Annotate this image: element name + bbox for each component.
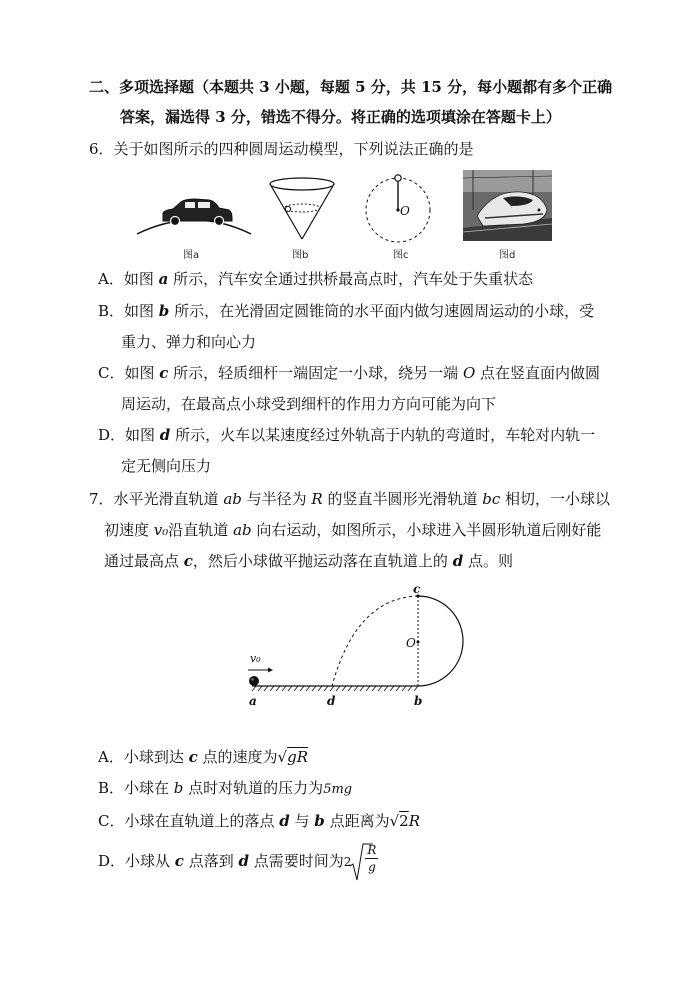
q7-stem-line3: 通过最高点 c，然后小球做平抛运动落在直轨道上的 d 点。则 [104,552,513,570]
q7-v0-label: v₀ [250,652,261,665]
q7-stem-line1: 7．水平光滑直轨道 ab 与半径为 R 的竖直半圆形光滑轨道 bc 相切，一小球以 [89,490,611,508]
sqrt-sign: √ [277,748,288,766]
ground-hatching [252,686,418,691]
figure-c-label: 图c [393,250,409,261]
q7-option-c: C．小球在直轨道上的落点 d 与 b 点距离为√2R [98,812,420,830]
figure-d-label: 图d [499,250,516,261]
q7-center-o-label: O [406,636,416,650]
q7-stem-line2: 初速度 v₀沿直轨道 ab 向右运动，如图所示，小球进入半圆形轨道后刚好能 [104,521,602,539]
sqrt-sign: √ [389,812,400,830]
sqrt-fraction: $\frac{R}{g}$ [351,842,378,875]
section-header-line1: 二、多项选择题（本题共 3 小题，每题 5 分，共 15 分，每小题都有多个正确 [89,78,613,96]
q7-point-d-label: d [327,694,336,708]
q6-option-d-line2: 定无侧向压力 [121,457,212,475]
q7-option-a: A．小球到达 c 点的速度为√gR [98,748,308,766]
q7-option-b: B．小球在 b 点时对轨道的压力为5mg [98,779,353,797]
q6-option-c-line2: 周运动，在最高点小球受到细杆的作用力方向可能为向下 [121,395,497,413]
q6-option-c-line1: C．如图 c 所示，轻质细杆一端固定一小球，绕另一端 O 点在竖直面内做圆 [98,364,601,382]
q6-option-d-line1: D．如图 d 所示，火车以某速度经过外轨高于内轨的弯道时，车轮对内轨一 [98,426,596,444]
q6-option-a: A．如图 a 所示，汽车安全通过拱桥最高点时，汽车处于失重状态 [98,270,534,288]
q6-option-b-line2: 重力、弹力和向心力 [121,333,257,351]
figure-a-car-on-bridge [133,188,255,238]
q7-option-d: D．小球从 c 点落到 d 点需要时间为$_2$ $\frac{R}{g}$ [98,840,378,886]
figure-a-label: 图a [183,250,200,261]
q6-stem: 6．关于如图所示的四种圆周运动模型，下列说法正确的是 [89,140,474,158]
section-header-line2: 答案，漏选得 3 分，错选不得分。将正确的选项填涂在答题卡上） [120,108,561,126]
figure-b-cone [266,176,338,242]
sqrt-radical-icon [349,842,373,882]
q7-point-c-label: c [413,582,421,596]
q7-point-a-label: a [249,694,257,708]
figure-d-train-photo [463,170,552,241]
figure-c-rod-circle [360,172,436,244]
q7-track-diagram [238,582,478,712]
figure-b-label: 图b [292,250,309,261]
figure-c-center-label: O [400,204,410,218]
q7-point-b-label: b [414,694,423,708]
q6-option-b-line1: B．如图 b 所示，在光滑固定圆锥筒的水平面内做匀速圆周运动的小球，受 [98,302,595,320]
